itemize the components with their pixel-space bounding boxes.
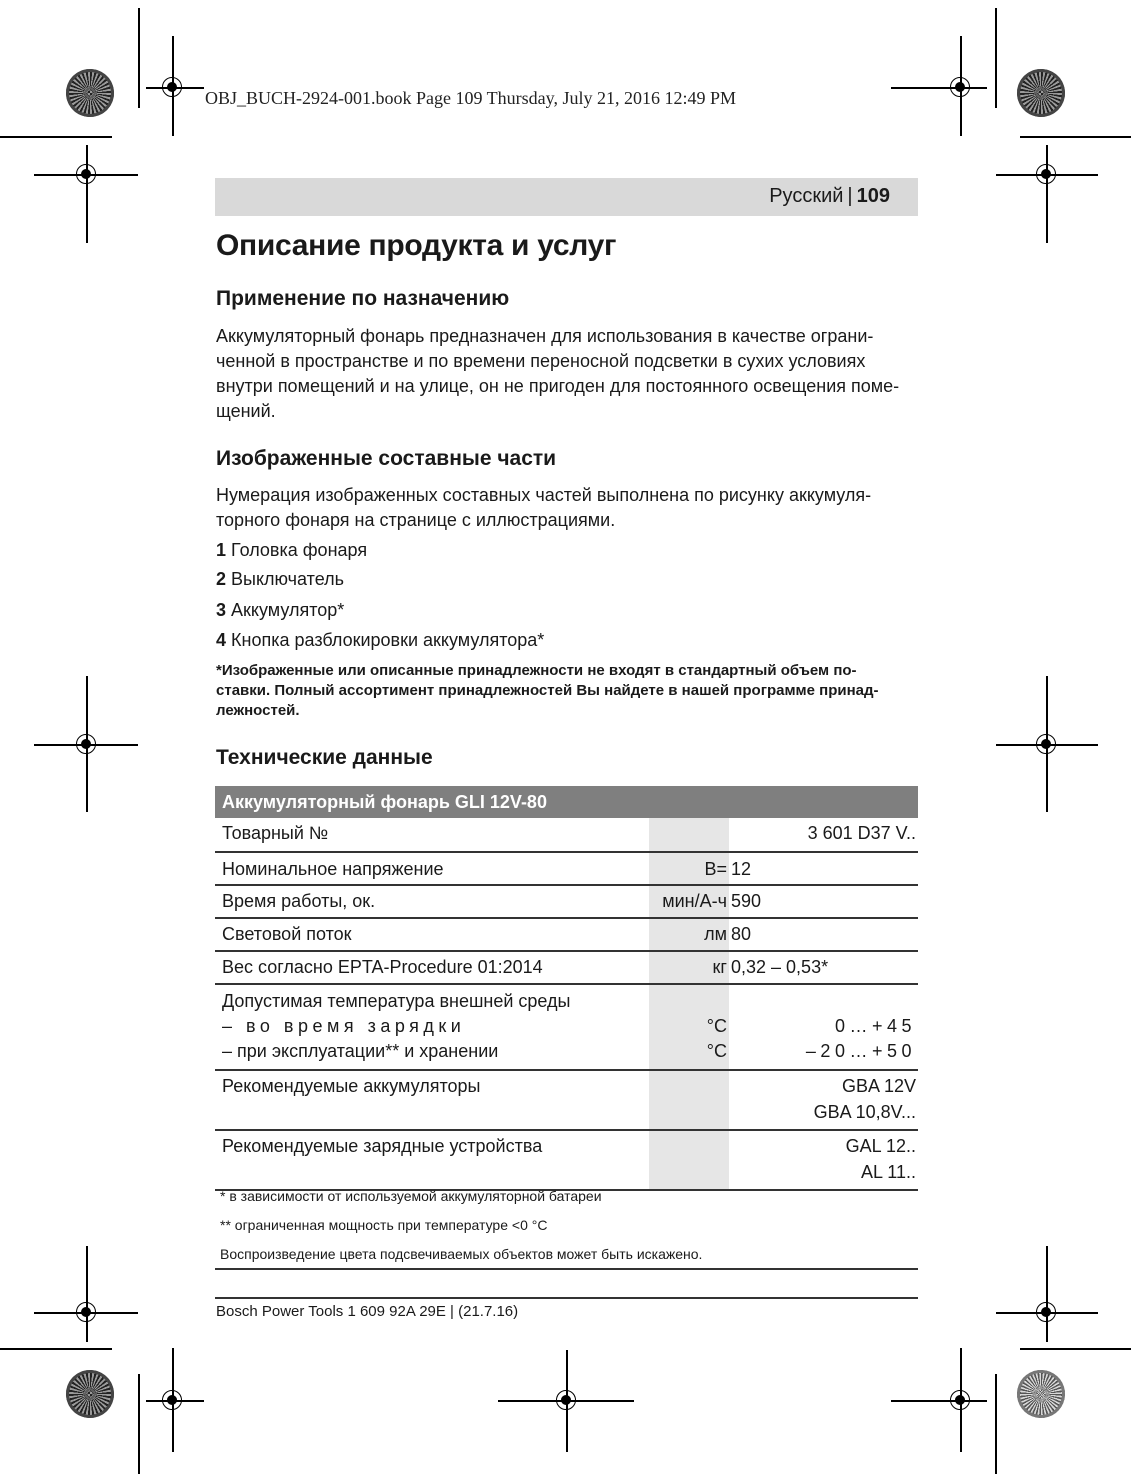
registration-mark-icon [73, 161, 99, 187]
registration-mark-icon [553, 1387, 579, 1413]
registration-mark-icon [1033, 161, 1059, 187]
accessories-note [216, 661, 916, 721]
header-language: Русский [769, 185, 844, 207]
color-rosette-icon [1017, 69, 1065, 117]
page-header: Русский | 109 [215, 178, 918, 216]
text-line: щений. [216, 401, 276, 421]
registration-mark-icon [1033, 1299, 1059, 1325]
table-row: Вес согласно EPTA-Procedure 01:2014 кг 0,32 – 0,53* [215, 952, 918, 985]
print-slug: OBJ_BUCH-2924-001.book Page 109 Thursday, July 21, 2016 12:49 PM [205, 88, 737, 108]
footnote: * в зависимости от используемой аккумуляторной батареи [220, 1188, 602, 1204]
table-row: Время работы, ок. мин/А-ч 590 [215, 886, 918, 919]
section-heading-tech-data: Технические данные [216, 746, 433, 769]
list-item: 1 Головка фонаря [216, 540, 368, 560]
footnote: ** ограниченная мощность при температуре <0 °C [220, 1217, 548, 1233]
table-row: Рекомендуемые аккумуляторы GBA 12V GBA 10,8V... [215, 1071, 918, 1131]
registration-mark-icon [73, 1299, 99, 1325]
registration-mark-icon [1033, 731, 1059, 757]
registration-mark-icon [947, 74, 973, 100]
text-line: ченной в пространстве и по времени переносной подсветки в сухих условиях [216, 351, 866, 371]
section-heading-intended-use: Применение по назначению [216, 287, 510, 310]
text-line: Нумерация изображенных составных частей выполнена по рисунку аккумуля- [216, 485, 872, 505]
registration-mark-icon [159, 1387, 185, 1413]
components-intro [216, 483, 916, 533]
text-line: ставки. Полный ассортимент принадлежностей Вы найдете в нашей программе принад- [216, 682, 879, 699]
registration-mark-icon [159, 74, 185, 100]
divider [215, 1297, 918, 1299]
table-row: Допустимая температура внешней среды – во время зарядки °C 0…+45 – при эксплуатации** и хранении °C –20…+50 [215, 985, 918, 1071]
text-line: лежностей. [216, 702, 300, 719]
text-line: Аккумуляторный фонарь предназначен для использования в качестве ограни- [216, 326, 874, 346]
text-line: внутри помещений и на улице, он не пригоден для постоянного освещения поме- [216, 376, 900, 396]
color-rosette-icon [1017, 1370, 1065, 1418]
registration-mark-icon [73, 731, 99, 757]
tech-data-table [215, 786, 918, 1191]
text-line: торного фонаря на странице с иллюстрациями. [216, 510, 616, 530]
color-rosette-icon [66, 1370, 114, 1418]
list-item: 3 Аккумулятор* [216, 600, 345, 620]
divider [215, 1268, 918, 1270]
table-header: Аккумуляторный фонарь GLI 12V-80 [215, 786, 918, 818]
table-row: Рекомендуемые зарядные устройства GAL 12.. AL 11.. [215, 1131, 918, 1191]
intended-use-text [216, 324, 916, 424]
color-rosette-icon [66, 69, 114, 117]
table-row: Номинальное напряжение В= 12 [215, 853, 918, 886]
page-title: Описание продукта и услуг [216, 229, 617, 262]
list-item: 4 Кнопка разблокировки аккумулятора* [216, 630, 545, 650]
text-line: *Изображенные или описанные принадлежности не входят в стандартный объем по- [216, 662, 857, 679]
page-number: 109 [856, 185, 890, 207]
list-item: 2 Выключатель [216, 569, 344, 589]
table-row: Световой поток лм 80 [215, 919, 918, 952]
table-row: Товарный № 3 601 D37 V.. [215, 818, 918, 853]
page-footer: Bosch Power Tools 1 609 92A 29E | (21.7.16) [216, 1303, 519, 1320]
registration-mark-icon [947, 1387, 973, 1413]
section-heading-components: Изображенные составные части [216, 447, 557, 470]
footnote: Воспроизведение цвета подсвечиваемых объектов может быть искажено. [220, 1246, 703, 1262]
